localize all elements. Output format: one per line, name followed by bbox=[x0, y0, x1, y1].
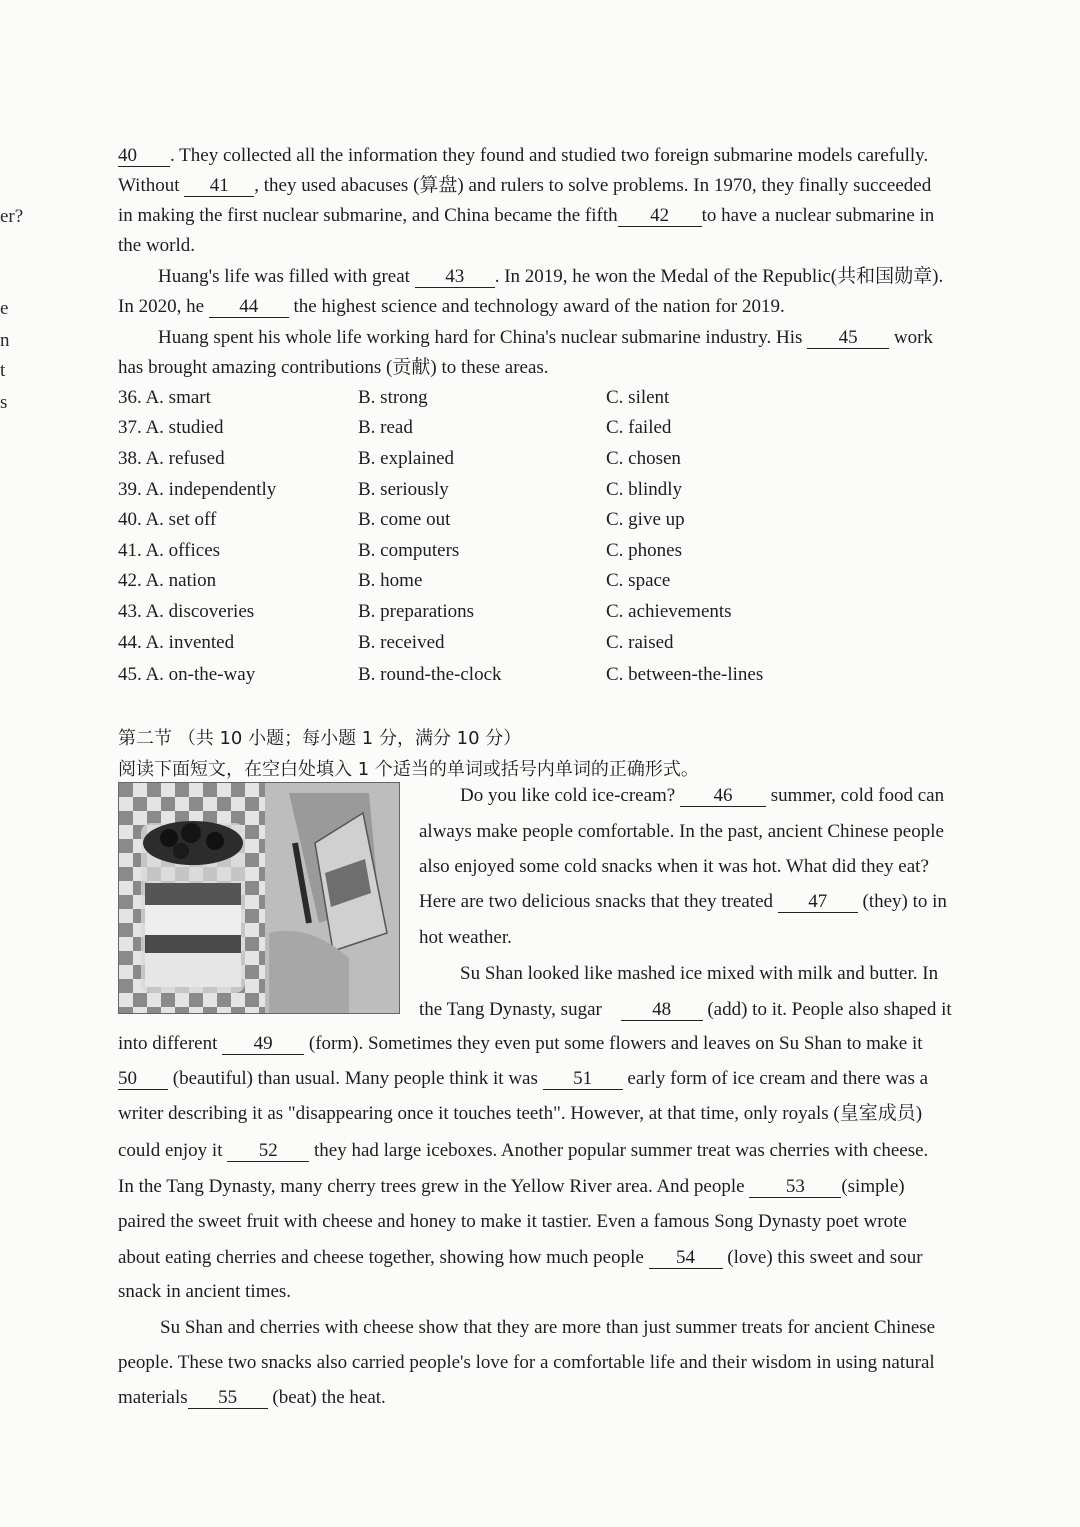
option-b[interactable]: B. received bbox=[358, 632, 445, 653]
option-c[interactable]: C. silent bbox=[606, 387, 670, 408]
option-b[interactable]: B. computers bbox=[358, 540, 460, 561]
passage-line bbox=[118, 1139, 928, 1163]
passage-text: (simple) bbox=[841, 1176, 905, 1197]
answer-blank[interactable]: 53 bbox=[749, 1177, 841, 1198]
option-b[interactable]: B. home bbox=[358, 570, 423, 591]
passage-line bbox=[118, 204, 934, 228]
answer-blank[interactable]: 49 bbox=[222, 1034, 304, 1055]
option-b[interactable]: B. come out bbox=[358, 509, 451, 530]
passage-line bbox=[158, 265, 943, 289]
passage-text: into different bbox=[118, 1033, 218, 1054]
passage-text: (they) to in bbox=[862, 891, 947, 912]
answer-blank[interactable]: 50 bbox=[118, 1069, 168, 1090]
option-b[interactable]: B. explained bbox=[358, 448, 455, 469]
option-a[interactable]: 40. A. set off bbox=[118, 509, 217, 530]
passage-line bbox=[118, 1175, 905, 1199]
passage-text: Do you like cold ice-cream? bbox=[460, 785, 676, 806]
passage-text: materials bbox=[118, 1387, 188, 1408]
answer-blank[interactable]: 43 bbox=[415, 267, 495, 288]
passage-text: could enjoy it bbox=[118, 1140, 223, 1161]
margin-fragment: t bbox=[0, 360, 6, 381]
option-a[interactable]: 42. A. nation bbox=[118, 570, 217, 591]
passage-line bbox=[118, 174, 931, 198]
option-b[interactable]: B. strong bbox=[358, 387, 428, 408]
passage-line: hot weather. bbox=[419, 927, 512, 948]
margin-fragment: s bbox=[0, 392, 8, 413]
passage-text: Here are two delicious snacks that they treated bbox=[419, 891, 773, 912]
option-c[interactable]: C. phones bbox=[606, 540, 682, 561]
passage-text: (love) this sweet and sour bbox=[727, 1247, 923, 1268]
margin-fragment: er? bbox=[0, 206, 24, 227]
answer-blank[interactable]: 52 bbox=[227, 1141, 309, 1162]
option-c[interactable]: C. give up bbox=[606, 509, 685, 530]
snack-photo bbox=[118, 782, 400, 1014]
answer-blank[interactable]: 51 bbox=[543, 1069, 623, 1090]
passage-text: in making the first nuclear submarine, and China became the fifth bbox=[118, 205, 618, 226]
answer-blank[interactable]: 48 bbox=[621, 1000, 703, 1021]
answer-blank[interactable]: 54 bbox=[649, 1248, 723, 1269]
passage-line: Su Shan and cherries with cheese show that they are more than just summer treats for ancient Chinese bbox=[160, 1317, 936, 1338]
passage-line bbox=[118, 1246, 923, 1270]
passage-text: (add) to it. People also shaped it bbox=[707, 999, 952, 1020]
answer-blank[interactable]: 47 bbox=[778, 892, 858, 913]
passage-text: to have a nuclear submarine in bbox=[701, 205, 935, 226]
passage-text: about eating cherries and cheese together, showing how much people bbox=[118, 1247, 644, 1268]
snack-photo-illustration bbox=[119, 783, 399, 1013]
passage-line bbox=[118, 1386, 386, 1410]
passage-text: work bbox=[893, 327, 933, 348]
section-heading: 第二节 （共 10 小题；每小题 1 分，满分 10 分） bbox=[118, 728, 522, 749]
option-a[interactable]: 44. A. invented bbox=[118, 632, 235, 653]
option-b[interactable]: B. round-the-clock bbox=[358, 664, 502, 685]
passage-line: writer describing it as "disappearing once it touches teeth". However, at that time, only royals (皇室成员) bbox=[118, 1103, 923, 1124]
answer-blank[interactable]: 44 bbox=[209, 297, 289, 318]
passage-text: . In 2019, he won the Medal of the Republic(共和国勋章). bbox=[494, 266, 944, 287]
passage-line: Su Shan looked like mashed ice mixed with milk and butter. In bbox=[460, 963, 939, 984]
passage-line: people. These two snacks also carried people's love for a comfortable life and their wisdom in using natural bbox=[118, 1352, 935, 1373]
option-b[interactable]: B. read bbox=[358, 417, 413, 438]
option-c[interactable]: C. failed bbox=[606, 417, 672, 438]
passage-text: (beat) the heat. bbox=[272, 1387, 386, 1408]
option-a[interactable]: 43. A. discoveries bbox=[118, 601, 255, 622]
passage-line bbox=[118, 295, 785, 319]
passage-line: paired the sweet fruit with cheese and honey to make it tastier. Even a famous Song Dynasty poet wrote bbox=[118, 1211, 907, 1232]
passage-text: Huang's life was filled with great bbox=[158, 266, 410, 287]
passage-text: summer, cold food can bbox=[770, 785, 945, 806]
option-b[interactable]: B. seriously bbox=[358, 479, 449, 500]
passage-line bbox=[118, 1067, 928, 1091]
passage-text: the Tang Dynasty, sugar bbox=[419, 999, 602, 1020]
passage-text: , they used abacuses (算盘) and rulers to solve problems. In 1970, they finally succeeded bbox=[254, 175, 932, 196]
option-a[interactable]: 36. A. smart bbox=[118, 387, 211, 408]
answer-blank[interactable]: 46 bbox=[680, 786, 766, 807]
passage-text: the highest science and technology award of the nation for 2019. bbox=[293, 296, 785, 317]
answer-blank[interactable]: 40 bbox=[118, 146, 170, 167]
passage-line bbox=[419, 998, 952, 1022]
passage-line: has brought amazing contributions (贡献) to these areas. bbox=[118, 357, 549, 378]
answer-blank[interactable]: 55 bbox=[188, 1388, 268, 1409]
answer-blank[interactable]: 42 bbox=[618, 206, 702, 227]
passage-text: In the Tang Dynasty, many cherry trees grew in the Yellow River area. And people bbox=[118, 1176, 745, 1197]
passage-line bbox=[158, 326, 933, 350]
option-a[interactable]: 37. A. studied bbox=[118, 417, 224, 438]
passage-text: . They collected all the information they found and studied two foreign submarine models carefully. bbox=[170, 145, 929, 166]
option-c[interactable]: C. chosen bbox=[606, 448, 681, 469]
passage-text: In 2020, he bbox=[118, 296, 205, 317]
option-c[interactable]: C. achievements bbox=[606, 601, 732, 622]
passage-text: (beautiful) than usual. Many people think it was bbox=[172, 1068, 538, 1089]
passage-line bbox=[460, 784, 944, 808]
option-c[interactable]: C. raised bbox=[606, 632, 674, 653]
option-a[interactable]: 39. A. independently bbox=[118, 479, 277, 500]
option-c[interactable]: C. space bbox=[606, 570, 671, 591]
passage-line: always make people comfortable. In the past, ancient Chinese people bbox=[419, 821, 944, 842]
option-a[interactable]: 38. A. refused bbox=[118, 448, 225, 469]
passage-line: the world. bbox=[118, 235, 196, 256]
option-a[interactable]: 45. A. on-the-way bbox=[118, 664, 256, 685]
answer-blank[interactable]: 41 bbox=[184, 176, 254, 197]
margin-fragment: e bbox=[0, 298, 9, 319]
option-a[interactable]: 41. A. offices bbox=[118, 540, 221, 561]
passage-line bbox=[419, 890, 947, 914]
passage-text: Without bbox=[118, 175, 180, 196]
answer-blank[interactable]: 45 bbox=[807, 328, 889, 349]
passage-text: they had large iceboxes. Another popular summer treat was cherries with cheese. bbox=[313, 1140, 929, 1161]
passage-text: Huang spent his whole life working hard for China's nuclear submarine industry. His bbox=[158, 327, 803, 348]
section-instruction: 阅读下面短文，在空白处填入 1 个适当的单词或括号内单词的正确形式。 bbox=[118, 759, 699, 780]
passage-text: early form of ice cream and there was a bbox=[627, 1068, 929, 1089]
margin-fragment: n bbox=[0, 330, 10, 351]
passage-line bbox=[118, 1032, 923, 1056]
option-b[interactable]: B. preparations bbox=[358, 601, 475, 622]
passage-line bbox=[118, 144, 928, 168]
option-c[interactable]: C. between-the-lines bbox=[606, 664, 764, 685]
option-c[interactable]: C. blindly bbox=[606, 479, 683, 500]
passage-line: snack in ancient times. bbox=[118, 1281, 292, 1302]
passage-text: (form). Sometimes they even put some flowers and leaves on Su Shan to make it bbox=[308, 1033, 923, 1054]
passage-line: also enjoyed some cold snacks when it was hot. What did they eat? bbox=[419, 856, 929, 877]
